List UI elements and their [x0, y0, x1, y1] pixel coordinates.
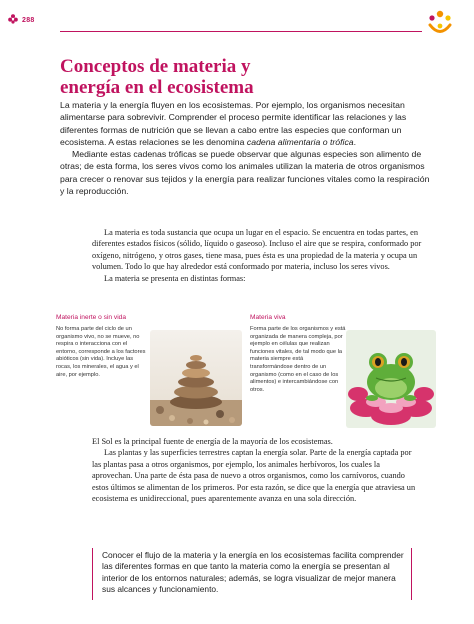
page-header: [0, 0, 474, 34]
note-border-right: [411, 548, 412, 600]
intro-paragraph-2: Mediante estas cadenas tróficas se puede observar que algunas especies son alimento de otras; de esta forma, los seres vivos como los animales utilizan la materia de otros organismos para crecer o renovar sus tejidos y la energía para realizar funciones vitales como la respiración y la reproducción.: [60, 149, 430, 197]
title-line-1: Conceptos de materia y: [60, 56, 251, 77]
page-number: 288: [22, 17, 35, 24]
intro-p1-text: La materia y la energía fluyen en los ecosistemas. Por ejemplo, los organismos necesitan alimentarse para sobrevivir. Comprender el proceso permite identificar las relaciones y las diferentes formas de nutrición que se llevan a cabo entre las especies que conforman un ecosistema. A estas relaciones se les denomina: [60, 100, 407, 147]
sep-logo: [424, 8, 456, 40]
frog-on-flower-image: [346, 330, 436, 428]
intro-p1-term-2: trófica: [329, 136, 354, 147]
title-line-2: energía en el ecosistema: [60, 77, 254, 98]
inert-matter-label: Materia inerte o sin vida: [56, 314, 127, 321]
matter-paragraph-2: La materia se presenta en distintas formas:: [104, 273, 246, 283]
intro-p1-term: cadena alimentaria: [246, 136, 321, 147]
rocks-illustration: [150, 330, 242, 426]
living-matter-label: Materia viva: [250, 314, 286, 321]
living-matter-description: Forma parte de los organismos y está organizada de manera compleja, por ejemplo en células que realizan funciones vitales, de tal modo que la materia siempre está transformándose dentro de un organismo (como en el caso de los alimentos) e intercambiándose con otros.: [250, 326, 346, 393]
frog-illustration: [346, 330, 436, 428]
header-rule: [60, 31, 422, 32]
inert-matter-description: No forma parte del ciclo de un organismo vivo, no se mueve, no respira o interacciona con el entorno, corresponde a los factores abióticos (sin vida). Incluye las rocas, los minerales, el agua y el aire, por ejemplo.: [56, 326, 146, 378]
note-border-left: [92, 548, 93, 600]
flower-icon: [8, 14, 18, 24]
intro-text: [60, 99, 432, 197]
page-title: [60, 56, 420, 98]
intro-p1-connector: o: [320, 136, 330, 147]
intro-paragraph-1: [60, 99, 432, 148]
intro-p1-end: .: [353, 136, 357, 147]
summary-note: Conocer el flujo de la materia y la energía en los ecosistemas facilita comprender las diferentes formas en que tanto la materia como la energía se presentan al interior de los entornos naturales; además, se logra visualizar de mejor manera sus alcances y funcionamiento.: [102, 550, 404, 595]
sun-paragraph-2: Las plantas y las superficies terrestres captan la energía solar. Parte de la energía captada por las plantas pasa a otros organismos, por ejemplo, los animales herbívoros, los cuales la aprovechan. Una parte de ésta pasa de nuevo a otros organismos, como los carnívoros, cuando estos últimos se alimentan de los primeros. Por esta razón, se dice que la energía que atraviesa un ecosistema es unidireccional, pues aparentemente avanza en una sola dirección.: [92, 448, 416, 504]
stacked-rocks-image: [150, 330, 242, 426]
sun-energy-section: [92, 436, 422, 504]
matter-paragraph-1: La materia es toda sustancia que ocupa un lugar en el espacio. Se encuentra en todas partes, en diferentes estados físicos (sólido, líquido o gaseoso). Incluso el aire que se respira, conformado por oxígeno, nitrógeno, y otros gases, tiene masa, pues ésta es una propiedad de la materia y ocupa un volumen. Todo lo que hay alrededor está conformado por materia, incluso los seres vivos.: [92, 228, 422, 272]
sun-paragraph-1: El Sol es la principal fuente de energía de la mayoría de los ecosistemas.: [92, 437, 333, 446]
matter-definition: [92, 227, 422, 284]
